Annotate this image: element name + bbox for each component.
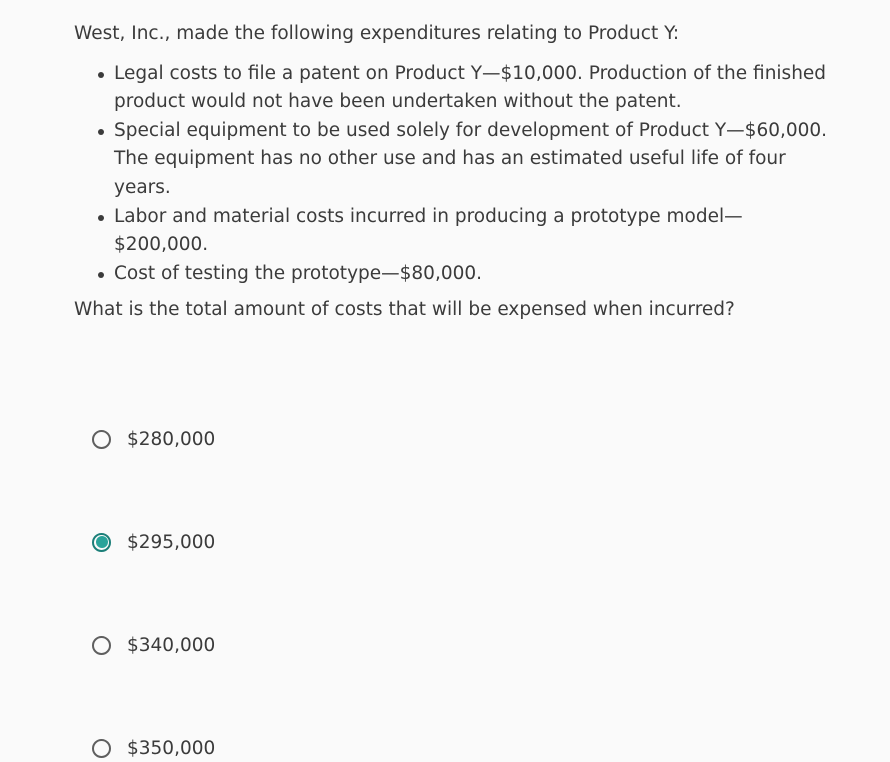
expenditure-item-prototype (114, 203, 834, 260)
question-prompt: What is the total amount of costs that will be expensed when incurred? (74, 299, 735, 321)
answer-option-label: $295,000 (127, 531, 216, 553)
answer-option-label: $340,000 (127, 634, 216, 656)
expenditure-item-equipment (114, 117, 834, 203)
question-block (74, 20, 834, 325)
bullet-icon (98, 129, 104, 135)
expenditure-item-text: Special equipment to be used solely for development of Product Y—$60,000. The equipment has no other use and has an estimated useful life of four years. (114, 119, 828, 198)
expenditure-item-text: Cost of testing the prototype—$80,000. (114, 262, 483, 284)
answer-option-label: $350,000 (127, 737, 216, 759)
answer-option-label: $280,000 (127, 428, 216, 450)
bullet-icon (98, 272, 104, 278)
expenditure-item-text: Legal costs to file a patent on Product Y—$10,000. Production of the finished product would not have been undertaken without the patent. (114, 62, 827, 113)
expenditure-item-text: Labor and material costs incurred in producing a prototype model—$200,000. (114, 205, 743, 256)
radio-unchecked-icon[interactable] (92, 636, 111, 655)
radio-unchecked-icon[interactable] (92, 430, 111, 449)
expenditure-item-testing (114, 260, 834, 289)
expenditure-list (74, 60, 834, 289)
bullet-icon (98, 72, 104, 78)
radio-unchecked-icon[interactable] (92, 739, 111, 758)
question-intro: West, Inc., made the following expenditures relating to Product Y: (74, 23, 680, 44)
answer-option-4[interactable] (92, 735, 215, 761)
radio-checked-icon[interactable] (92, 533, 111, 552)
bullet-icon (98, 215, 104, 221)
answer-option-1[interactable] (92, 426, 215, 452)
answer-option-2[interactable] (92, 529, 215, 555)
answer-option-3[interactable] (92, 632, 215, 658)
expenditure-item-legal (114, 60, 834, 117)
